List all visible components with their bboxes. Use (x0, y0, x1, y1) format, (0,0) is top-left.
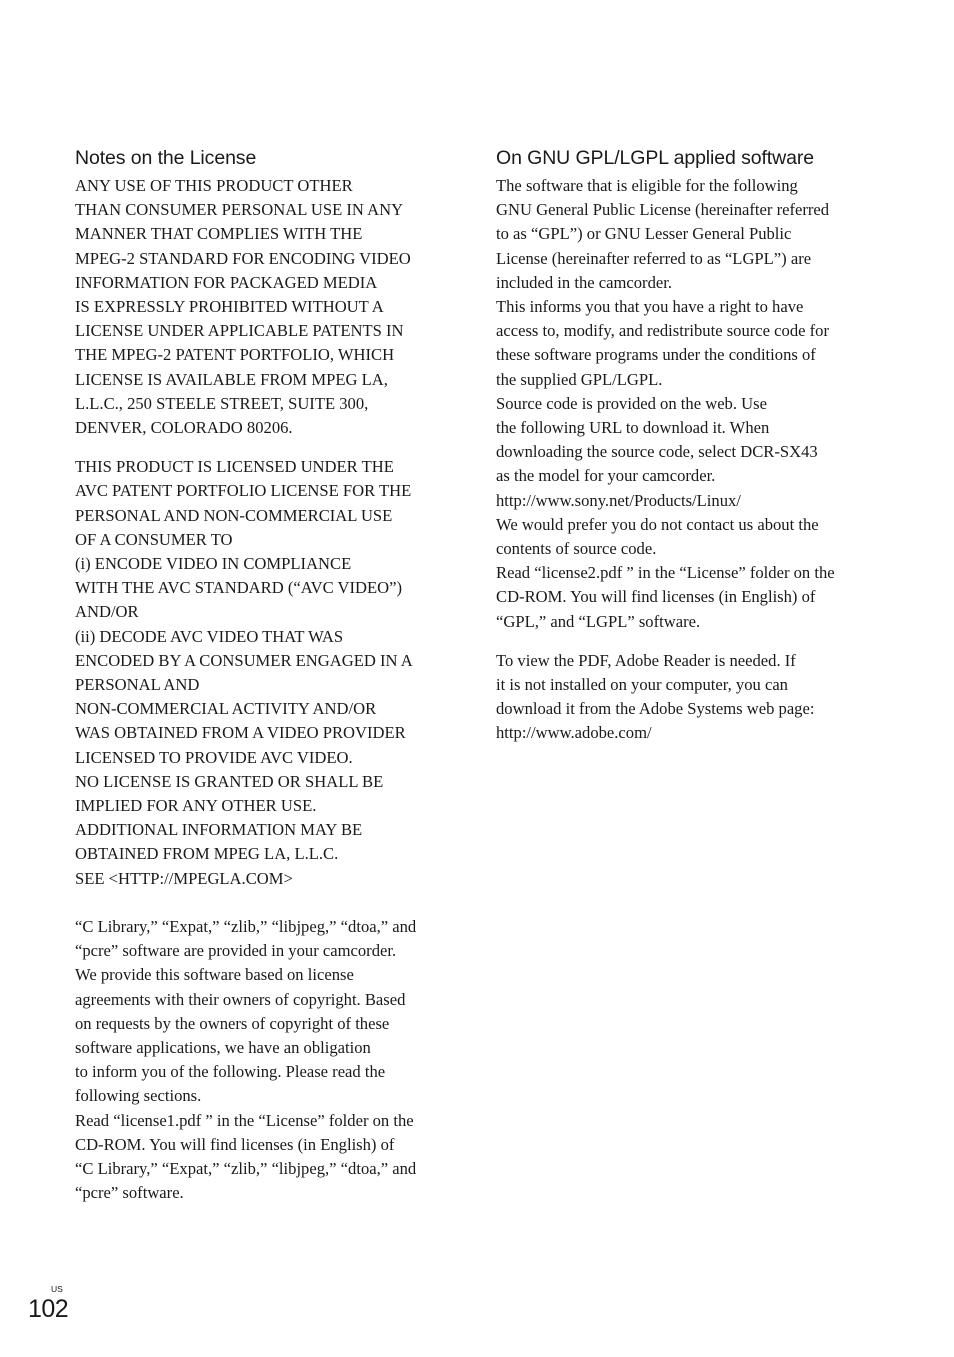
text-line: IS EXPRESSLY PROHIBITED WITHOUT A (75, 297, 384, 317)
text-line: MPEG-2 STANDARD FOR ENCODING VIDEO (75, 248, 411, 268)
text-line: to inform you of the following. Please read the (75, 1062, 386, 1082)
text-line: “pcre” software are provided in your camcorder. (75, 941, 397, 961)
text-line: To view the PDF, Adobe Reader is needed. If (496, 650, 796, 670)
text-line: http://www.sony.net/Products/Linux/ (496, 490, 741, 510)
text-line: “C Library,” “Expat,” “zlib,” “libjpeg,” “dtoa,” and (75, 1158, 417, 1178)
text-line: INFORMATION FOR PACKAGED MEDIA (75, 272, 378, 292)
gpl-lgpl-heading: On GNU GPL/LGPL applied software (496, 147, 814, 169)
text-line: GNU General Public License (hereinafter referred (496, 200, 830, 220)
text-line: the following URL to download it. When (496, 418, 770, 438)
text-line: We provide this software based on license (75, 965, 354, 985)
text-line: software applications, we have an obligation (75, 1037, 371, 1057)
page-number: 102 (28, 1295, 69, 1323)
text-line: ENCODED BY A CONSUMER ENGAGED IN A (75, 650, 413, 670)
adobe-reader-paragraph (496, 649, 868, 746)
text-line: Source code is provided on the web. Use (496, 393, 767, 413)
text-line: as the model for your camcorder. (496, 466, 716, 486)
text-line: LICENSED TO PROVIDE AVC VIDEO. (75, 747, 353, 767)
avc-license-paragraph (75, 455, 447, 891)
text-line: WAS OBTAINED FROM A VIDEO PROVIDER (75, 723, 406, 743)
text-line: WITH THE AVC STANDARD (“AVC VIDEO”) (75, 578, 402, 598)
right-column (496, 144, 868, 746)
text-line: IMPLIED FOR ANY OTHER USE. (75, 796, 317, 816)
text-line: THIS PRODUCT IS LICENSED UNDER THE (75, 457, 394, 477)
text-line: PERSONAL AND NON-COMMERCIAL USE (75, 505, 393, 525)
text-line: DENVER, COLORADO 80206. (75, 418, 293, 438)
text-line: OF A CONSUMER TO (75, 529, 233, 549)
text-line: THAN CONSUMER PERSONAL USE IN ANY (75, 200, 404, 220)
text-line: (ii) DECODE AVC VIDEO THAT WAS (75, 626, 344, 646)
text-line: “GPL,” and “LGPL” software. (496, 611, 701, 631)
text-line: SEE <HTTP://MPEGLA.COM> (75, 868, 293, 888)
mpeg2-license-paragraph (75, 174, 447, 440)
text-line: ANY USE OF THIS PRODUCT OTHER (75, 176, 353, 195)
gpl-lgpl-paragraph (496, 174, 868, 634)
region-code: US (51, 1284, 63, 1294)
text-line: contents of source code. (496, 539, 657, 559)
text-line: agreements with their owners of copyright. Based (75, 989, 406, 1009)
text-line: CD-ROM. You will find licenses (in English) of (496, 587, 816, 607)
text-line: “C Library,” “Expat,” “zlib,” “libjpeg,” “dtoa,” and (75, 916, 417, 936)
text-line: http://www.adobe.com/ (496, 723, 652, 743)
text-line: OBTAINED FROM MPEG LA, L.L.C. (75, 844, 339, 864)
text-line: download it from the Adobe Systems web page: (496, 699, 815, 719)
text-line: NO LICENSE IS GRANTED OR SHALL BE (75, 771, 384, 791)
license-notes-heading: Notes on the License (75, 147, 257, 169)
text-line: License (hereinafter referred to as “LGPL”) are (496, 248, 812, 268)
text-line: on requests by the owners of copyright of these (75, 1013, 390, 1033)
text-line: We would prefer you do not contact us about the (496, 514, 819, 534)
text-line: following sections. (75, 1086, 202, 1106)
text-line: downloading the source code, select DCR-SX43 (496, 442, 818, 462)
text-line: Read “license2.pdf ” in the “License” folder on the (496, 563, 835, 583)
text-line: “pcre” software. (75, 1183, 184, 1203)
text-line: AVC PATENT PORTFOLIO LICENSE FOR THE (75, 481, 412, 501)
text-line: LICENSE UNDER APPLICABLE PATENTS IN (75, 321, 404, 341)
text-line: included in the camcorder. (496, 272, 673, 292)
text-line: The software that is eligible for the following (496, 176, 798, 195)
software-license-paragraph (75, 915, 447, 1205)
text-line: THE MPEG-2 PATENT PORTFOLIO, WHICH (75, 345, 395, 365)
text-line: NON-COMMERCIAL ACTIVITY AND/OR (75, 699, 377, 719)
text-line: it is not installed on your computer, you can (496, 675, 788, 695)
text-line: CD-ROM. You will find licenses (in English) of (75, 1134, 395, 1154)
text-line: ADDITIONAL INFORMATION MAY BE (75, 820, 363, 840)
text-line: PERSONAL AND (75, 675, 200, 695)
text-line: (i) ENCODE VIDEO IN COMPLIANCE (75, 554, 352, 574)
text-line: L.L.C., 250 STEELE STREET, SUITE 300, (75, 393, 369, 413)
text-line: to as “GPL”) or GNU Lesser General Public (496, 224, 792, 244)
text-line: the supplied GPL/LGPL. (496, 369, 663, 389)
text-line: LICENSE IS AVAILABLE FROM MPEG LA, (75, 369, 388, 389)
left-column (75, 144, 447, 1205)
text-line: Read “license1.pdf ” in the “License” folder on the (75, 1110, 414, 1130)
text-line: AND/OR (75, 602, 139, 622)
text-line: these software programs under the conditions of (496, 345, 816, 365)
text-line: MANNER THAT COMPLIES WITH THE (75, 224, 363, 244)
text-line: access to, modify, and redistribute source code for (496, 321, 829, 341)
text-line: This informs you that you have a right to have (496, 297, 804, 317)
